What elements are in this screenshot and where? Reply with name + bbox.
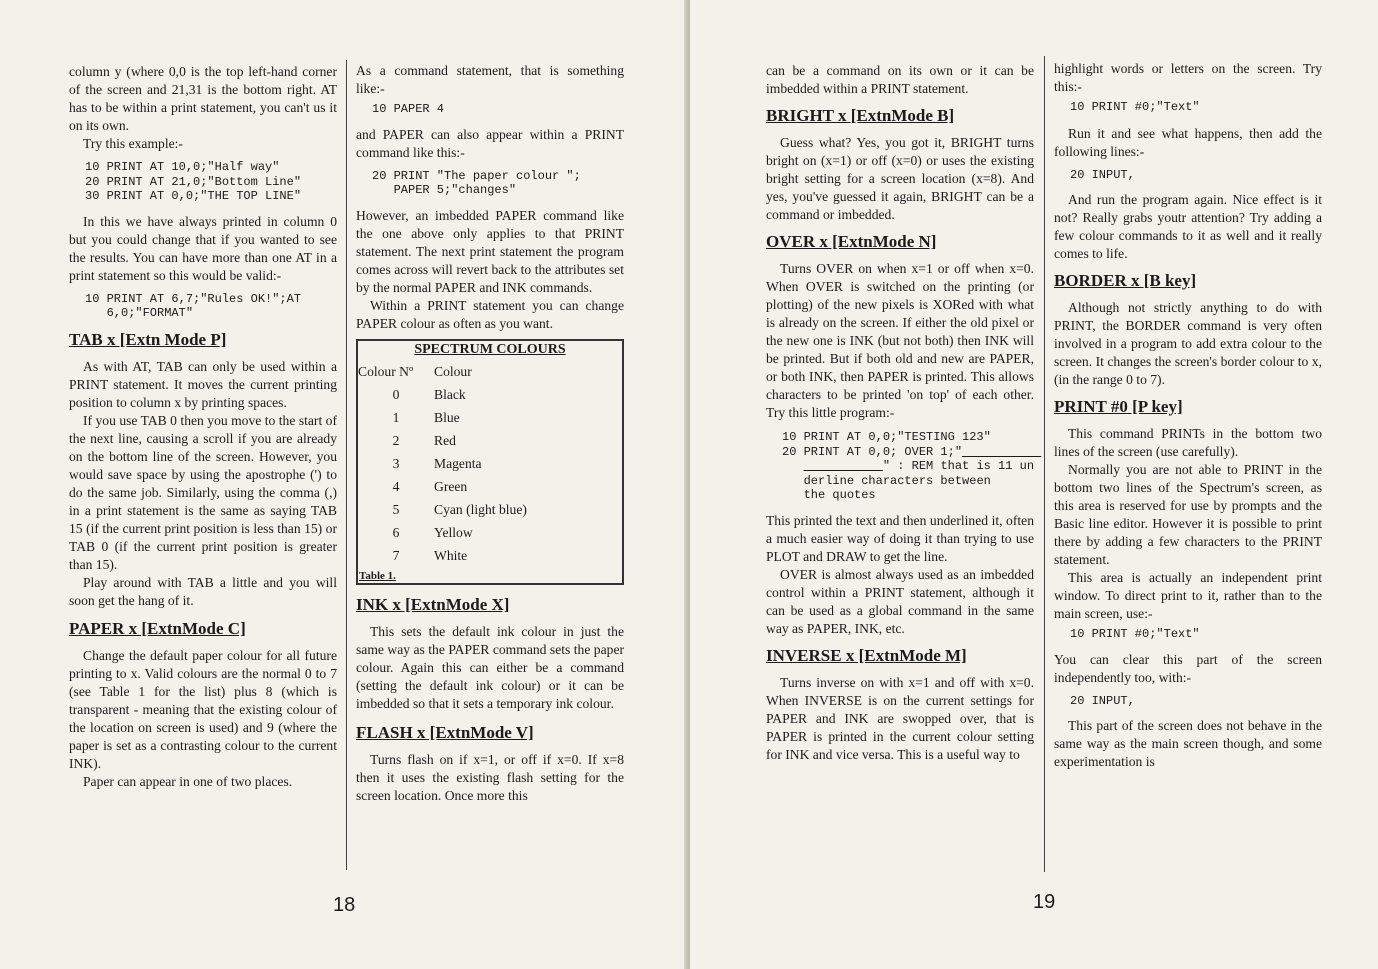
table-row xyxy=(357,547,623,570)
colour-name: White xyxy=(434,547,468,563)
code-block: 10 PAPER 4 xyxy=(372,102,445,116)
paragraph: Run it and see what happens, then add the following lines:- xyxy=(1054,125,1322,159)
table-row xyxy=(357,478,623,501)
paragraph: Turns inverse on with x=1 and off with x=0. When INVERSE is on the current settings for PAPER and INK are swopped over, that is PAPER is printed in the current colour setting for INK and vice versa. This is a useful way to xyxy=(766,674,1034,762)
heading-border: BORDER x [B key] xyxy=(1054,271,1197,290)
spectrum-colours-table xyxy=(356,339,624,586)
right-page xyxy=(690,0,1378,969)
colour-number: 3 xyxy=(392,455,400,471)
paragraph: As a command statement, that is something like:- xyxy=(356,63,624,96)
colour-name: Yellow xyxy=(434,524,473,540)
code-block: 20 INPUT, xyxy=(1070,167,1135,182)
code-line: 10 PRINT AT 0,0;"TESTING 123" xyxy=(782,430,991,444)
code-line: " : REM that is 11 un xyxy=(882,459,1035,473)
right-column-1 xyxy=(766,62,1034,764)
colour-number: 2 xyxy=(392,433,400,449)
colour-number: 0 xyxy=(392,387,400,403)
heading-flash: FLASH x [ExtnMode V] xyxy=(356,723,534,743)
table-label: Table 1. xyxy=(359,570,396,583)
colour-name: Green xyxy=(434,478,468,494)
table-caption: SPECTRUM COLOURS xyxy=(414,341,566,357)
colour-name: Blue xyxy=(434,410,460,426)
paragraph: Paper can appear in one of two places. xyxy=(83,773,293,789)
heading-tab: TAB x [Extn Mode P] xyxy=(69,329,227,349)
code-line: 20 PRINT AT 0,0; OVER 1;" xyxy=(782,444,963,459)
left-column-2 xyxy=(356,62,624,805)
paragraph: Turns OVER on when x=1 or off when x=0. When OVER is switched on the printing (or plotting) of the new pixels is XORed with what is already on the screen. If either the old pixel or the new one is INK (but not both) then INK will be printed. But if both old and new are PAPER, or both INK, then PAPER is printed. This allows characters to be printed 'on top' of each other. Try this little program:- xyxy=(766,261,1034,420)
code-block: 10 PRINT #0;"Text" xyxy=(1070,627,1200,641)
code-line: the quotes xyxy=(803,488,876,502)
colour-number: 7 xyxy=(392,547,400,563)
heading-print0: PRINT #0 [P key] xyxy=(1054,397,1183,416)
table-header-colour: Colour xyxy=(434,364,472,380)
colour-number: 1 xyxy=(392,410,400,426)
colour-number: 6 xyxy=(392,524,400,540)
heading-ink: INK x [ExtnMode X] xyxy=(356,595,510,615)
paragraph: This area is actually an independent print window. To direct print to it, rather than to the main screen, use:- xyxy=(1054,570,1322,621)
heading-inverse: INVERSE x [ExtnMode M] xyxy=(766,645,967,665)
colour-name: Red xyxy=(434,433,456,449)
paragraph: You can clear this part of the screen independently too, with:- xyxy=(1054,651,1322,685)
paragraph: and PAPER can also appear within a PRINT command like this:- xyxy=(356,126,624,160)
table-row xyxy=(357,524,623,547)
heading-paper: PAPER x [ExtnMode C] xyxy=(69,618,246,638)
paragraph: Normally you are not able to PRINT in the bottom two lines of the Spectrum's screen, as this area is reserved for use by prompts and the Basic line editor. However it is possible to print there by adding a few characters to the PRINT statement. xyxy=(1054,462,1322,567)
paragraph: Change the default paper colour for all future printing to x. Valid colours are the normal 0 to 7 (see Table 1 for the list) plus 8 (which is transparent - meaning that the existing colour of the location on screen is used) and 9 (where the paper is set as a contrasting colour to the current INK). xyxy=(69,647,337,771)
code-block: 20 PRINT "The paper colour "; PAPER 5;"changes" xyxy=(372,168,581,197)
paragraph: And run the program again. Nice effect is it not? Really grabs youtr attention? Try adding a few colour commands to it as well and it really comes to life. xyxy=(1054,192,1322,261)
code-line: derline characters between xyxy=(803,473,991,488)
underline-characters xyxy=(804,459,883,473)
code-block xyxy=(782,430,1034,503)
colour-number: 4 xyxy=(392,478,400,494)
colour-name: Black xyxy=(434,387,466,403)
colour-number: 5 xyxy=(392,501,400,517)
heading-bright: BRIGHT x [ExtnMode B] xyxy=(766,106,955,125)
paragraph: This sets the default ink colour in just the same way as the PAPER command sets the paper colour. Again this can either be a command (setting the default ink colour) or it can be imbedded so that it sets a temporary ink colour. xyxy=(356,624,624,712)
paragraph: can be a command on its own or it can be imbedded within a PRINT statement. xyxy=(766,63,1034,96)
paragraph: Within a PRINT statement you can change PAPER colour as often as you want. xyxy=(356,297,624,331)
right-column-2 xyxy=(1054,60,1322,771)
page-number: 19 xyxy=(1033,891,1056,913)
table-row xyxy=(357,386,623,409)
left-page xyxy=(0,0,688,969)
table-row xyxy=(357,501,623,524)
paragraph: Guess what? Yes, you got it, BRIGHT turns bright on (x=1) or off (x=0) or uses the existing bright setting for a screen location (x=8). And yes, you've guessed it again, BRIGHT can be a command or imbedded. xyxy=(766,135,1034,222)
paragraph: Play around with TAB a little and you will soon get the hang of it. xyxy=(69,574,337,608)
paragraph: column y (where 0,0 is the top left-hand corner of the screen and 21,31 is the bottom right. AT has to be within a print statement, you can't us it on its own. xyxy=(69,64,337,133)
code-block: 20 INPUT, xyxy=(1070,693,1135,708)
paragraph: highlight words or letters on the screen. Try this:- xyxy=(1054,61,1322,94)
heading-over: OVER x [ExtnMode N] xyxy=(766,232,937,251)
paragraph: This printed the text and then underlined it, often a much easier way of doing it than trying to use PLOT and DRAW to get the line. xyxy=(766,512,1034,564)
table-row xyxy=(357,432,623,455)
column-divider xyxy=(1044,56,1045,872)
code-block: 10 PRINT #0;"Text" xyxy=(1070,100,1200,114)
paragraph: As with AT, TAB can only be used within a PRINT statement. It moves the current printing position to column x by printing spaces. xyxy=(69,358,337,410)
paragraph: This command PRINTs in the bottom two lines of the screen (use carefully). xyxy=(1054,426,1322,459)
paragraph: OVER is almost always used as an imbedded control within a PRINT statement, although it can be used as a global command in the same way as PAPER, INK, etc. xyxy=(766,566,1034,636)
code-block: 10 PRINT AT 10,0;"Half way" 20 PRINT AT 21,0;"Bottom Line" 30 PRINT AT 0,0;"THE TOP LINE" xyxy=(85,160,302,203)
left-column-1 xyxy=(69,63,337,791)
paragraph: In this we have always printed in column 0 but you could change that if you wanted to see the results. You can have more than one AT in a print statement so this would be valid:- xyxy=(69,213,337,283)
underline-characters xyxy=(962,445,1041,459)
table-row xyxy=(357,409,623,432)
paragraph: Although not strictly anything to do with PRINT, the BORDER command is very often involved in a program to add extra colour to the screen. It changes the screen's border colour to x, (in the range 0 to 7). xyxy=(1054,300,1322,387)
code-block: 10 PRINT AT 6,7;"Rules OK!";AT 6,0;"FORMAT" xyxy=(85,291,302,320)
page-number: 18 xyxy=(333,894,356,916)
paragraph: Turns flash on if x=1, or off if x=0. If x=8 then it uses the existing flash setting for the screen location. Once more this xyxy=(356,752,624,804)
column-divider xyxy=(346,60,347,870)
paragraph: Try this example:- xyxy=(83,136,183,151)
table-row xyxy=(357,455,623,478)
paragraph: However, an imbedded PAPER command like the one above only applies to that PRINT statement. The next print statement the program comes across will revert back to the attributes set by the normal PAPER and INK commands. xyxy=(356,207,624,295)
colour-name: Cyan (light blue) xyxy=(434,501,527,517)
colour-name: Magenta xyxy=(434,455,482,471)
table-header-number: Colour Nº xyxy=(358,364,414,380)
paragraph: This part of the screen does not behave in the same way as the main screen though, and some experimentation is xyxy=(1054,718,1322,769)
paragraph: If you use TAB 0 then you move to the start of the next line, causing a scroll if you are already on the bottom line of the screen. However, you would save space by using the apostrophe (') to do the same job. Similarly, using the comma (,) in a print statement is the same as saying TAB 15 (if the current print position is less than 15) or TAB 0 (if the current print position is greater than 15). xyxy=(69,412,337,572)
